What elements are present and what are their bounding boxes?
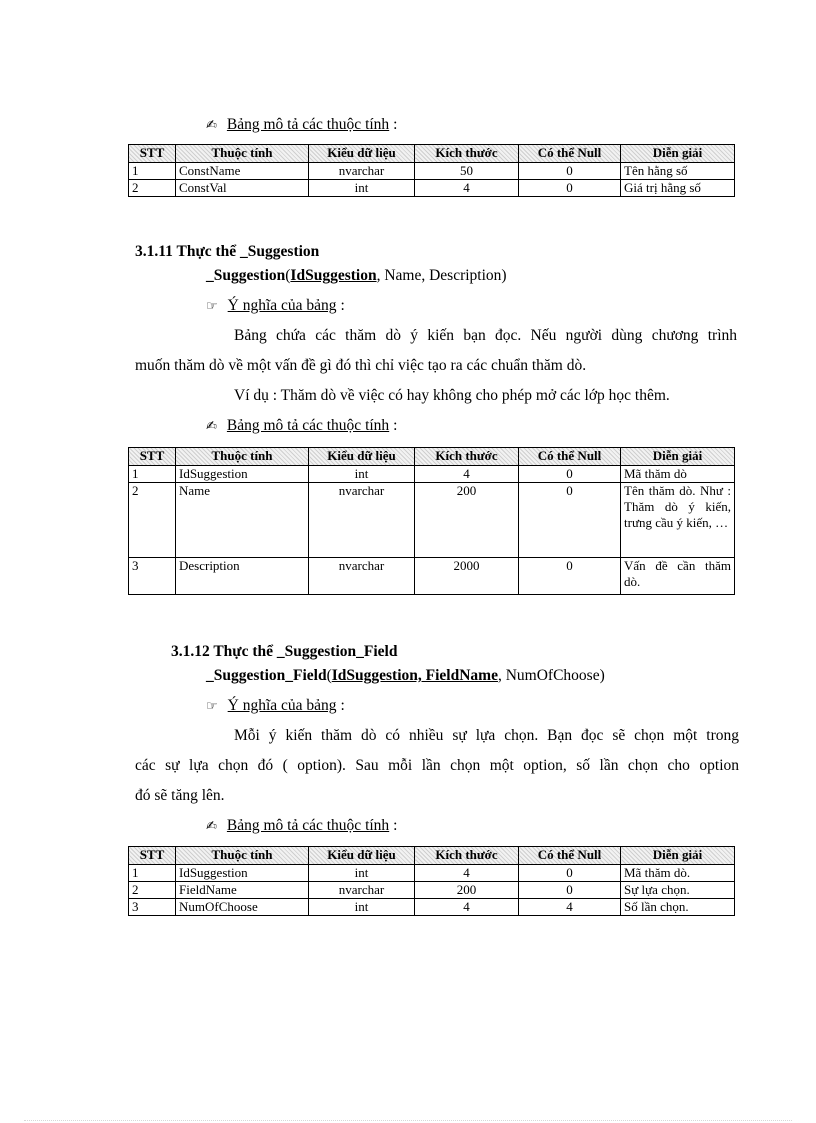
header-attribute: Thuộc tính: [176, 448, 309, 466]
table-row: 1 IdSuggestion int 4 0 Mã thăm dò.: [129, 865, 735, 882]
table-header-row: [129, 145, 735, 163]
top-table-caption: ✍ Bảng mô tả các thuộc tính :: [206, 115, 397, 136]
header-nullable: Có thể Null: [519, 847, 621, 865]
meaning-label: ☞ Ý nghĩa của bảng :: [206, 696, 345, 717]
pointing-hand-icon: ☞: [206, 699, 218, 714]
header-size: Kích thước: [415, 847, 519, 865]
meaning-label: ☞ Ý nghĩa của bảng :: [206, 296, 345, 317]
table-caption: ✍ Bảng mô tả các thuộc tính :: [206, 416, 397, 437]
section-heading-3-1-12: 3.1.12 Thực thể _Suggestion_Field: [171, 643, 398, 660]
suggestion-attribute-table: [128, 447, 735, 595]
header-datatype: Kiểu dữ liệu: [309, 847, 415, 865]
header-stt: STT: [129, 448, 176, 466]
writing-hand-icon: ✍: [206, 118, 217, 133]
header-stt: STT: [129, 145, 176, 163]
suggestion-field-attribute-table: [128, 846, 735, 916]
paragraph-line: muốn thăm dò về một vấn đề gì đó thì chỉ việc tạo ra các chuẩn thăm dò.: [135, 357, 587, 374]
entity-definition: _Suggestion_Field(IdSuggestion, FieldName, NumOfChoose): [206, 667, 605, 684]
entity-definition: _Suggestion(IdSuggestion, Name, Description): [206, 267, 507, 284]
table-caption: ✍ Bảng mô tả các thuộc tính :: [206, 816, 397, 837]
table-header-row: [129, 448, 735, 466]
paragraph-line: Bảng chứa các thăm dò ý kiến bạn đọc. Nếu người dùng chương trình: [234, 327, 737, 344]
header-description: Diễn giải: [621, 847, 735, 865]
table-row: 2 Name nvarchar 200 0 Tên thăm dò. Như : Thăm dò ý kiến, trưng cầu ý kiến, …: [129, 483, 735, 558]
table-row: 3 Description nvarchar 2000 0 Vấn đề cần thăm dò.: [129, 558, 735, 595]
paragraph-line: đó sẽ tăng lên.: [135, 787, 225, 804]
header-attribute: Thuộc tính: [176, 145, 309, 163]
header-description: Diễn giải: [621, 448, 735, 466]
table-row: 3 NumOfChoose int 4 4 Số lần chọn.: [129, 899, 735, 916]
table-header-row: [129, 847, 735, 865]
section-heading-3-1-11: 3.1.11 Thực thể _Suggestion: [135, 243, 320, 260]
header-size: Kích thước: [415, 448, 519, 466]
primary-key: IdSuggestion: [290, 267, 377, 284]
page-bottom-border: [24, 1120, 792, 1121]
header-nullable: Có thể Null: [519, 145, 621, 163]
top-attribute-table: [128, 144, 735, 197]
table-row: 1 ConstName nvarchar 50 0 Tên hằng số: [129, 163, 735, 180]
header-description: Diễn giải: [621, 145, 735, 163]
writing-hand-icon: ✍: [206, 819, 217, 834]
header-datatype: Kiểu dữ liệu: [309, 448, 415, 466]
header-size: Kích thước: [415, 145, 519, 163]
table-row: 2 FieldName nvarchar 200 0 Sự lựa chọn.: [129, 882, 735, 899]
primary-key: IdSuggestion, FieldName: [331, 667, 498, 684]
header-datatype: Kiểu dữ liệu: [309, 145, 415, 163]
paragraph-line: Mỗi ý kiến thăm dò có nhiều sự lựa chọn. Bạn đọc sẽ chọn một trong: [234, 727, 739, 744]
writing-hand-icon: ✍: [206, 419, 217, 434]
header-nullable: Có thể Null: [519, 448, 621, 466]
table-row: 2 ConstVal int 4 0 Giá trị hằng số: [129, 180, 735, 197]
paragraph-line: các sự lựa chọn đó ( option). Sau mỗi lần chọn một option, số lần chọn cho option: [135, 757, 739, 774]
example-text: Ví dụ : Thăm dò về việc có hay không cho phép mở các lớp học thêm.: [234, 387, 670, 404]
header-stt: STT: [129, 847, 176, 865]
table-row: 1 IdSuggestion int 4 0 Mã thăm dò: [129, 466, 735, 483]
pointing-hand-icon: ☞: [206, 299, 218, 314]
header-attribute: Thuộc tính: [176, 847, 309, 865]
